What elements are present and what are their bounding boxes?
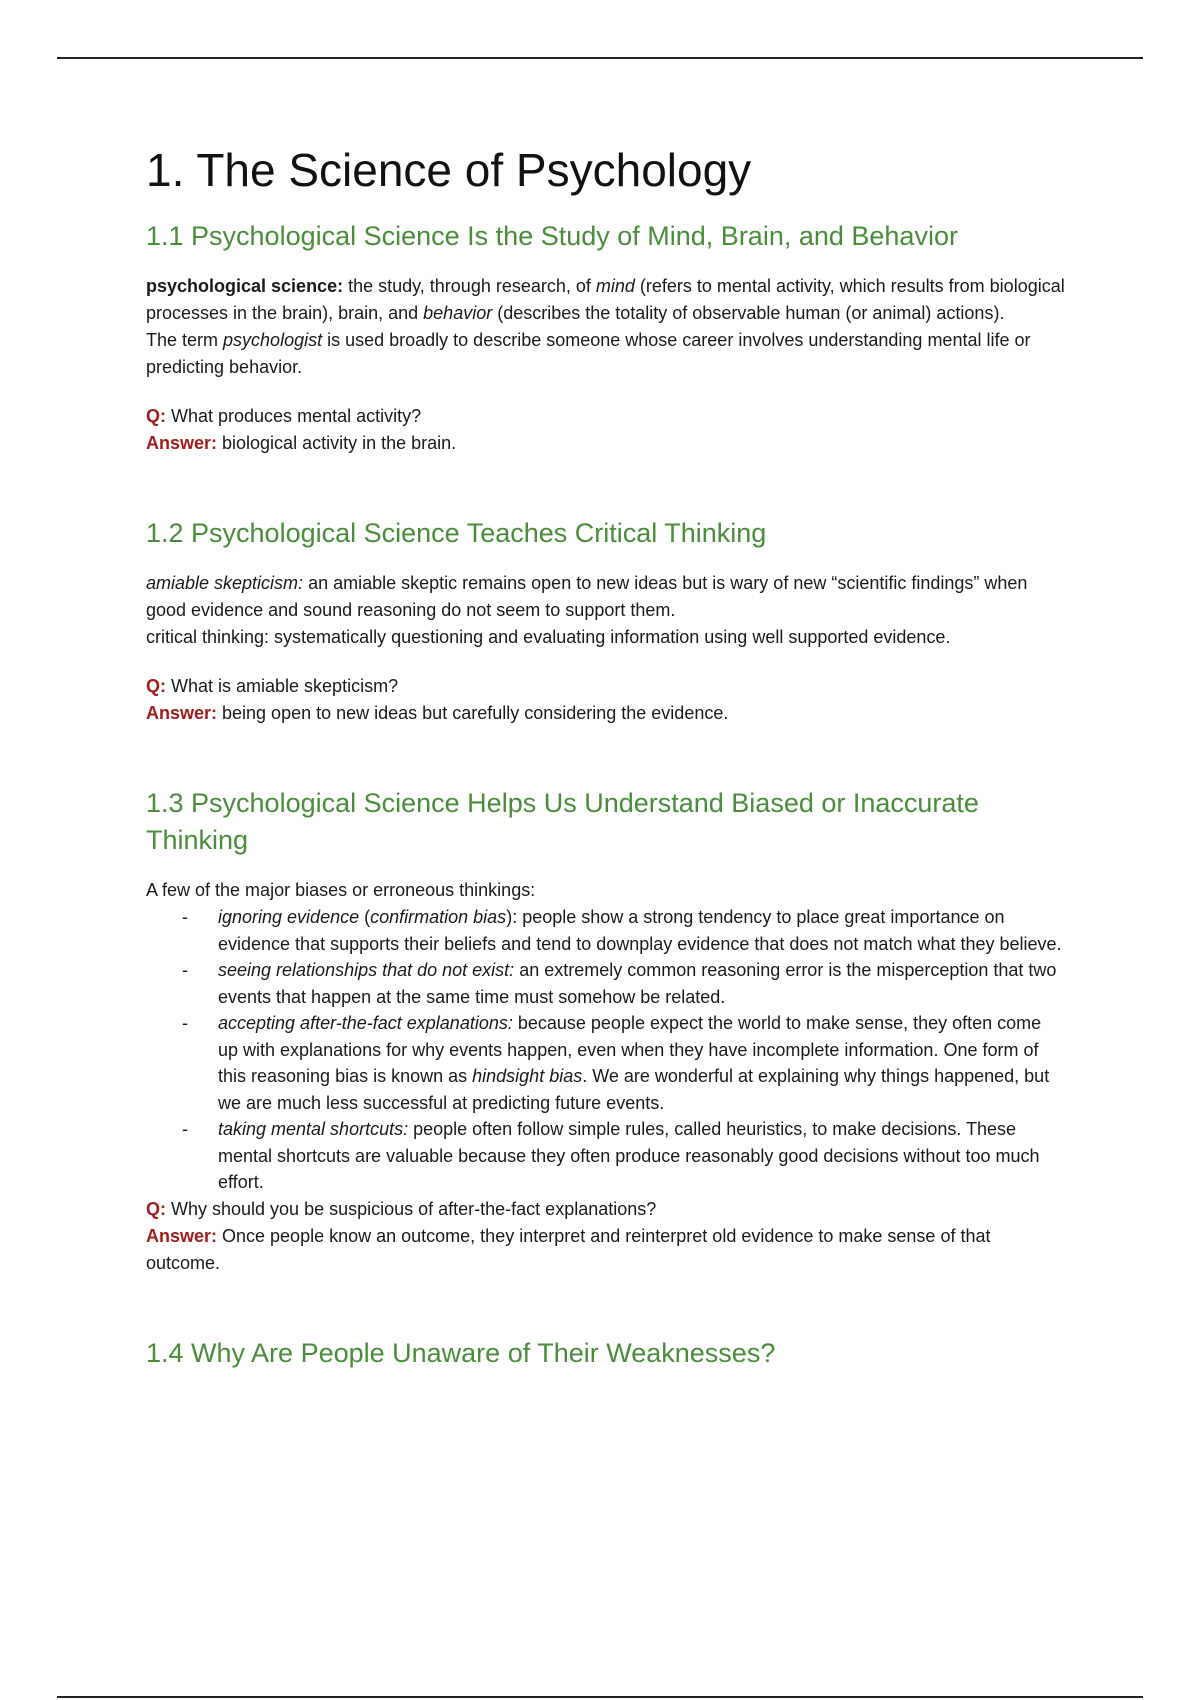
section-1-1: [146, 218, 1066, 457]
section-heading-1-4: 1.4 Why Are People Unaware of Their Weaknesses?: [146, 1337, 776, 1368]
question-label: Q:: [146, 676, 166, 696]
answer-1-3: [146, 1223, 1066, 1277]
definition-text: an amiable skeptic remains open to new ideas but is wary of new “scientific findings” when good evidence and sound reasoning do not seem to support them.: [146, 573, 1028, 620]
term-mental-shortcuts: taking mental shortcuts:: [218, 1119, 409, 1139]
section-heading-1-1: 1.1 Psychological Science Is the Study of Mind, Brain, and Behavior: [146, 221, 958, 251]
question-1-1: [146, 403, 1066, 430]
list-item: [182, 1116, 1066, 1196]
question-label: Q:: [146, 406, 166, 426]
term-after-the-fact: accepting after-the-fact explanations:: [218, 1013, 513, 1033]
document-page: [146, 142, 1066, 1390]
list-dash: -: [182, 1119, 188, 1139]
definition-text: (describes the totality of observable human (or animal) actions).: [492, 303, 1005, 323]
section-heading-1-2: 1.2 Psychological Science Teaches Critical Thinking: [146, 518, 767, 548]
term-hindsight-bias: hindsight bias: [472, 1066, 583, 1086]
list-text: ): [506, 907, 513, 927]
term-psychological-science: psychological science:: [146, 276, 344, 296]
answer-1-1: [146, 430, 1066, 457]
question-1-2: [146, 673, 1066, 700]
chapter-title: 1. The Science of Psychology: [146, 144, 752, 196]
list-text: : people show a strong tendency to place great importance on evidence that supports their beliefs and tend to downplay evidence that does not match what they believe.: [218, 907, 1062, 954]
psychologist-paragraph: [146, 327, 1066, 381]
section-1-2: [146, 515, 1066, 727]
answer-text: being open to new ideas but carefully considering the evidence.: [217, 703, 729, 723]
list-text: people often follow simple rules, called heuristics, to make decisions. These mental shortcuts are valuable because they often produce reasonably good decisions without too much effort.: [218, 1119, 1040, 1192]
definition-amiable-skepticism: [146, 570, 1066, 624]
definition-text: (refers to mental activity, which results from biological processes in the brain), brain, and: [146, 276, 1065, 323]
term-behavior: behavior: [423, 303, 493, 323]
answer-1-2: [146, 700, 1066, 727]
list-dash: -: [182, 960, 188, 980]
list-text: because people expect the world to make sense, they often come up with explanations for why events happen, even when they have incomplete information. One form of this reasoning bias is known as: [218, 1013, 1042, 1086]
list-text: an extremely common reasoning error is the misperception that two events that happen at the same time must somehow be related.: [218, 960, 1057, 1007]
question-text: What produces mental activity?: [166, 406, 422, 426]
question-text: Why should you be suspicious of after-the-fact explanations?: [166, 1198, 657, 1219]
term-amiable-skepticism: amiable skepticism:: [146, 573, 304, 593]
section-1-4: [146, 1335, 1066, 1372]
term-ignoring-evidence: ignoring evidence: [218, 907, 360, 927]
term-mind: mind: [595, 276, 635, 296]
section-1-3: [146, 785, 1066, 1277]
bottom-rule: [57, 1696, 1143, 1698]
list-item: [182, 904, 1066, 957]
question-text: What is amiable skepticism?: [166, 676, 399, 696]
answer-text: Once people know an outcome, they interpret and reinterpret old evidence to make sense of that outcome.: [146, 1225, 991, 1273]
biases-intro: A few of the major biases or erroneous thinkings:: [146, 880, 536, 900]
answer-label: Answer:: [146, 1225, 218, 1246]
term-confirmation-bias: confirmation bias: [370, 907, 507, 927]
biases-list: [146, 904, 1066, 1196]
answer-label: Answer:: [146, 703, 218, 723]
top-rule: [57, 57, 1143, 59]
list-item: [182, 1010, 1066, 1116]
paragraph-text: is used broadly to describe someone whose career involves understanding mental life or predicting behavior.: [146, 330, 1031, 377]
list-text: (: [359, 907, 371, 927]
list-dash: -: [182, 907, 188, 927]
answer-label: Answer:: [146, 433, 218, 453]
term-psychologist: psychologist: [223, 330, 323, 350]
definition-text: the study, through research, of: [343, 276, 596, 296]
definition-psychological-science: [146, 273, 1066, 327]
section-heading-1-3: 1.3 Psychological Science Helps Us Understand Biased or Inaccurate Thinking: [146, 788, 979, 855]
list-text: . We are wonderful at explaining why things happened, but we are much less successful at predicting future events.: [218, 1066, 1050, 1113]
answer-text: biological activity in the brain.: [217, 433, 457, 453]
term-seeing-relationships: seeing relationships that do not exist:: [218, 960, 515, 980]
paragraph-text: The term: [146, 330, 224, 350]
question-1-3: [146, 1196, 1066, 1223]
definition-critical-thinking: critical thinking: systematically questioning and evaluating information using well supported evidence.: [146, 627, 951, 647]
list-item: [182, 957, 1066, 1010]
list-dash: -: [182, 1013, 188, 1033]
question-label: Q:: [146, 1198, 166, 1219]
